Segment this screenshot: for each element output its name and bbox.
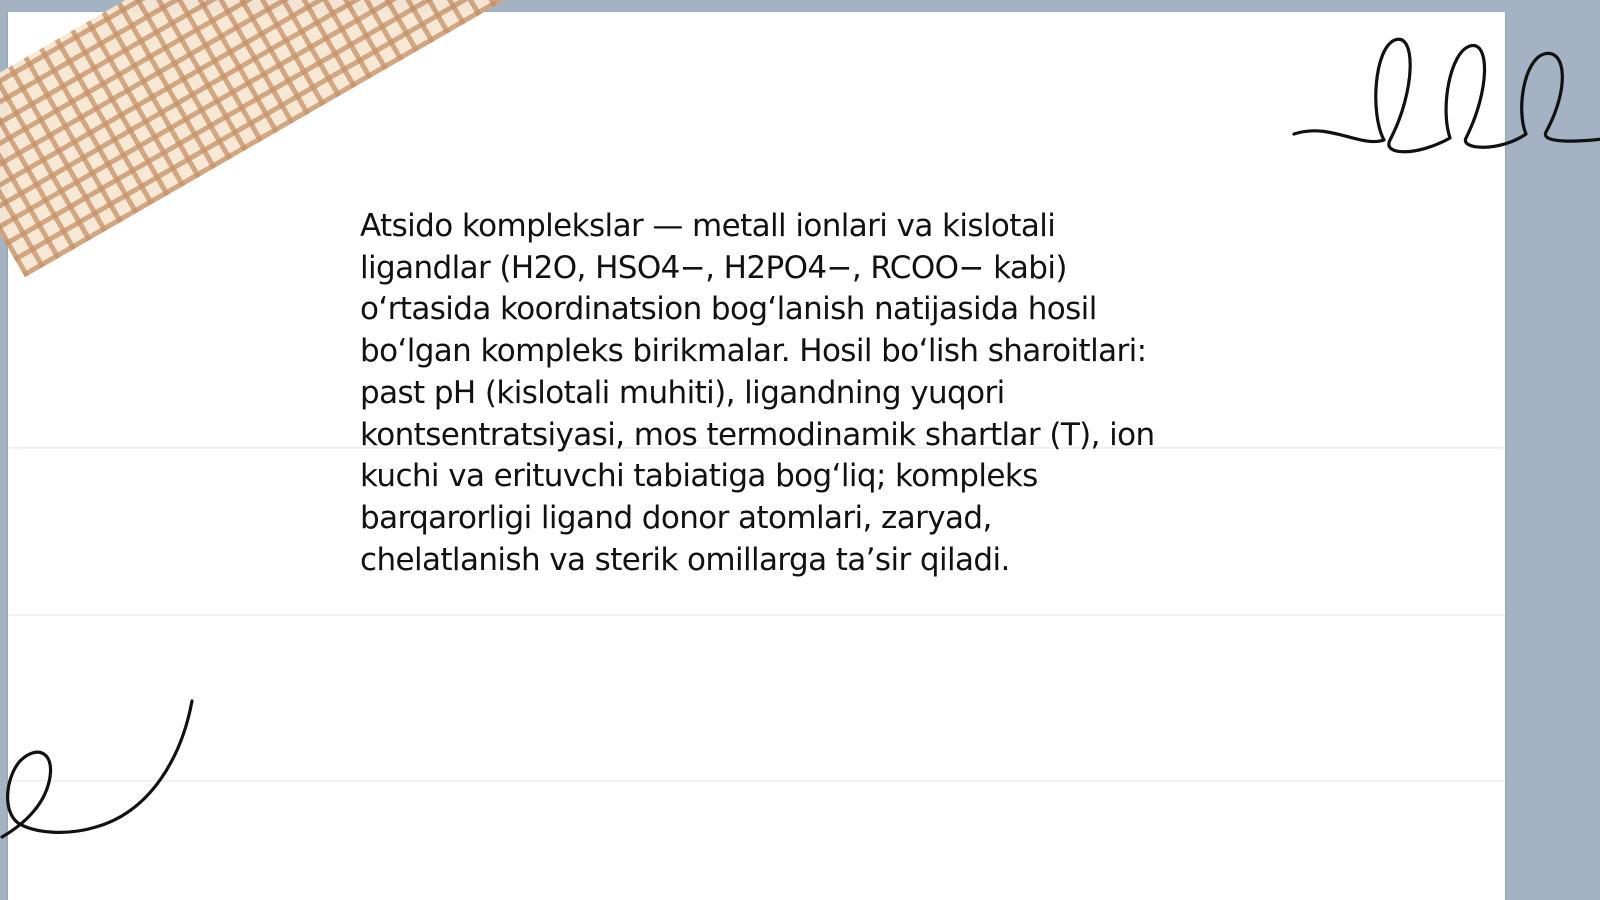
body-line: kontsentratsiyasi, mos termodinamik shartlar (T), ion: [360, 416, 1155, 453]
body-line: barqarorligi ligand donor atomlari, zaryad,: [360, 499, 992, 536]
body-line: ligandlar (H2O, HSO4−, H2PO4−, RCOO− kabi): [360, 249, 1067, 286]
body-line: kuchi va erituvchi tabiatiga bog‘liq; kompleks: [360, 458, 1038, 495]
paper-fold-line: [8, 780, 1505, 782]
body-line: chelatlanish va sterik omillarga ta’sir qiladi.: [360, 541, 1010, 578]
body-line: o‘rtasida koordinatsion bog‘lanish natijasida hosil: [360, 291, 1097, 328]
loop-doodle-icon: [1290, 30, 1600, 165]
body-line: bo‘lgan kompleks birikmalar. Hosil bo‘lish sharoitlari:: [360, 333, 1147, 370]
body-line: past pH (kislotali muhiti), ligandning yuqori: [360, 374, 1005, 411]
check-swirl-icon: [0, 695, 200, 855]
slide-body-text: [360, 206, 1240, 581]
paper-fold-line: [8, 614, 1505, 616]
body-line: Atsido komplekslar — metall ionlari va kislotali: [360, 208, 1056, 244]
